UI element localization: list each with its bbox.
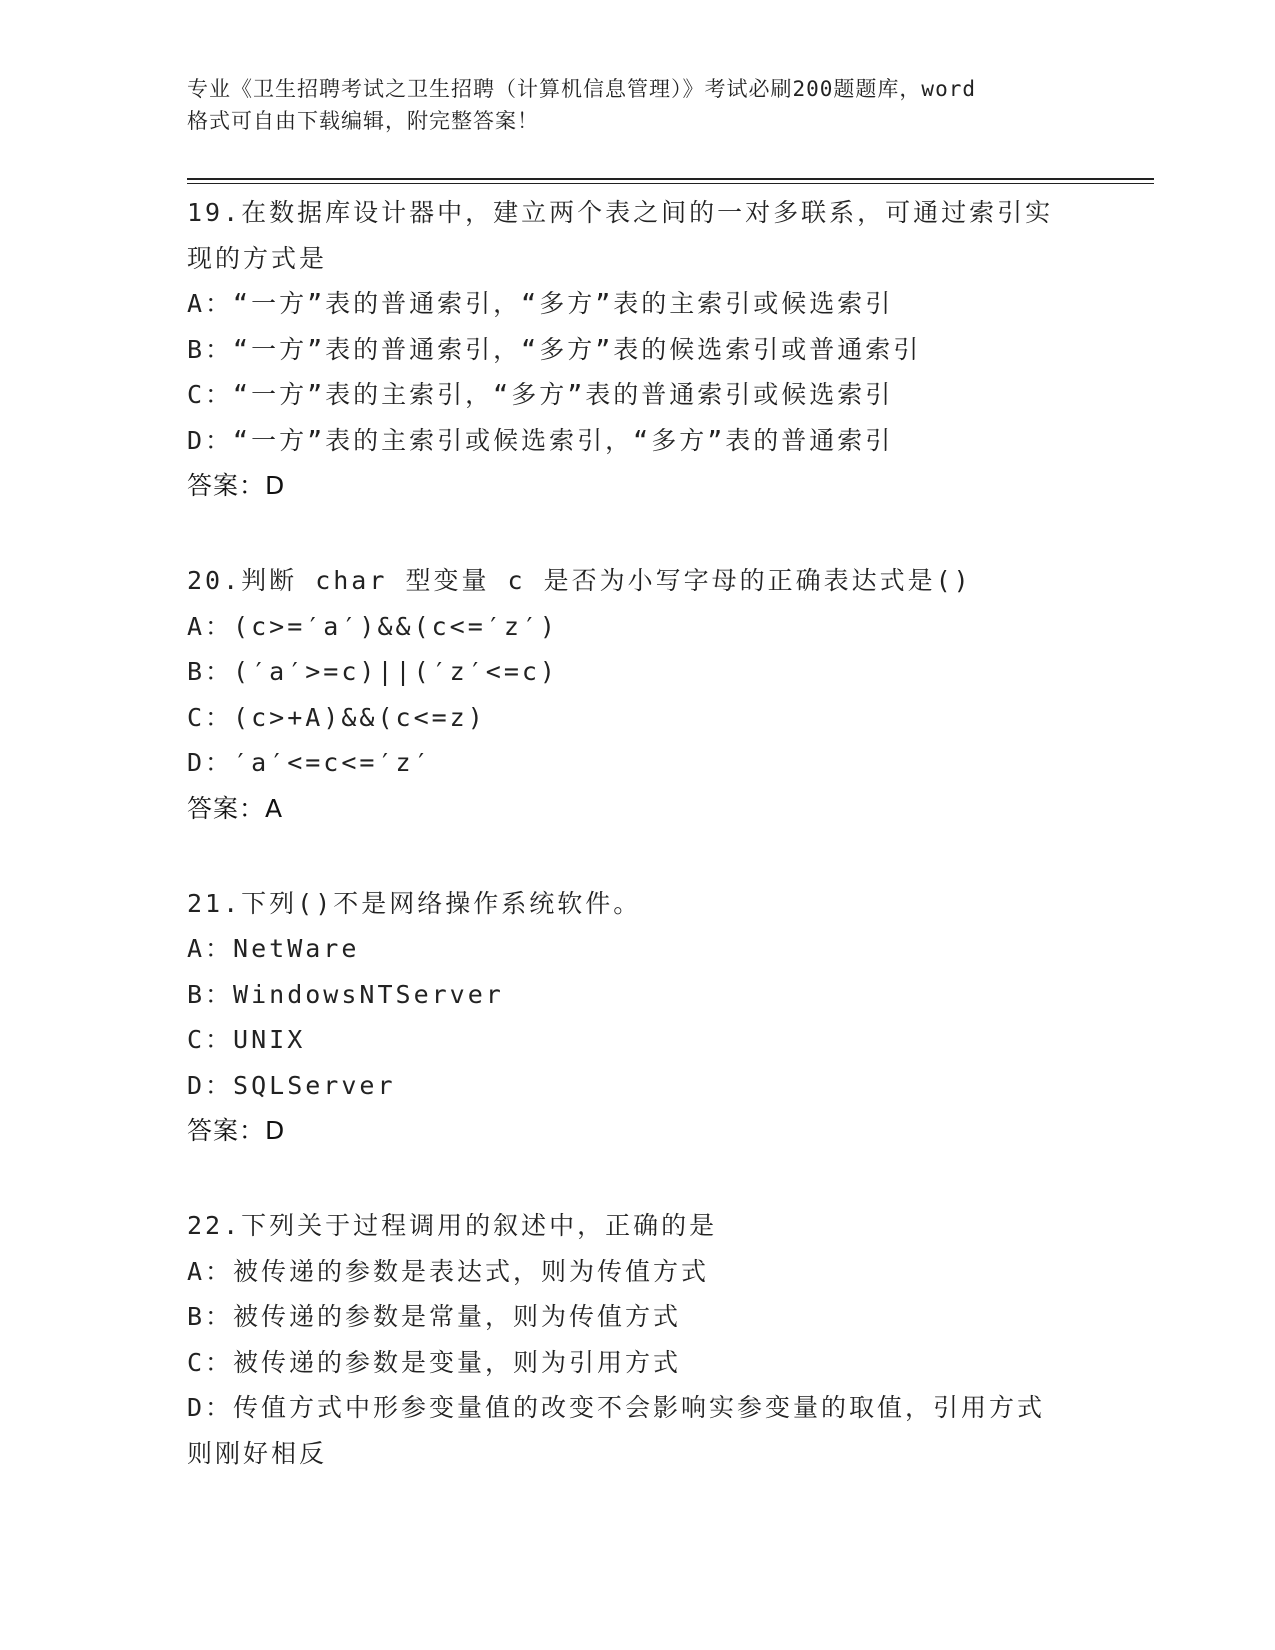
- answer-label: 答案：D: [187, 1116, 286, 1145]
- question-22: [187, 1203, 1087, 1476]
- question-stem-line: 20.判断 char 型变量 c 是否为小写字母的正确表达式是(): [187, 566, 972, 595]
- question-19: [187, 190, 1087, 508]
- question-20: [187, 558, 1087, 831]
- option-c: C：UNIX: [187, 1025, 306, 1054]
- option-a: A：“一方”表的普通索引，“多方”表的主索引或候选索引: [187, 289, 894, 318]
- option-b: B：(′a′>=c)||(′z′<=c): [187, 657, 558, 686]
- option-a: A：(c>=′a′)&&(c<=′z′): [187, 611, 558, 641]
- question-list: [187, 190, 1087, 1526]
- header-line-1: 专业《卫生招聘考试之卫生招聘（计算机信息管理）》考试必刷200题题库，word: [187, 77, 976, 101]
- option-d: D：“一方”表的主索引或候选索引，“多方”表的普通索引: [187, 425, 894, 455]
- answer-label: 答案：A: [187, 793, 284, 823]
- question-stem-line: 22.下列关于过程调用的叙述中，正确的是: [187, 1211, 718, 1240]
- option-d: D：传值方式中形参变量值的改变不会影响实参变量的取值，引用方式: [187, 1393, 1046, 1422]
- option-d: D：′a′<=c<=′z′: [187, 748, 432, 777]
- option-c: C：“一方”表的主索引，“多方”表的普通索引或候选索引: [187, 380, 894, 409]
- question-stem-line: 现的方式是: [187, 243, 328, 273]
- question-21: [187, 881, 1087, 1154]
- question-stem-line: 21.下列()不是网络操作系统软件。: [187, 888, 642, 918]
- question-stem-line: 19.在数据库设计器中，建立两个表之间的一对多联系，可通过索引实: [187, 198, 1054, 227]
- header-divider-thick: [187, 178, 1154, 180]
- option-c: C：被传递的参数是变量，则为引用方式: [187, 1347, 682, 1377]
- option-b: B：WindowsNTServer: [187, 979, 504, 1009]
- option-b: B：被传递的参数是常量，则为传值方式: [187, 1302, 682, 1331]
- option-a: A：被传递的参数是表达式，则为传值方式: [187, 1256, 710, 1286]
- header-divider-thin: [187, 183, 1154, 184]
- option-d-continuation: 则刚好相反: [187, 1438, 328, 1468]
- option-d: D：SQLServer: [187, 1070, 396, 1100]
- answer-label: 答案：D: [187, 471, 286, 500]
- header-line-2: 格式可自由下载编辑，附完整答案！: [187, 109, 539, 133]
- option-b: B：“一方”表的普通索引，“多方”表的候选索引或普通索引: [187, 334, 922, 364]
- document-header: [187, 73, 1087, 137]
- option-a: A：NetWare: [187, 934, 360, 963]
- option-c: C：(c>+A)&&(c<=z): [187, 702, 486, 732]
